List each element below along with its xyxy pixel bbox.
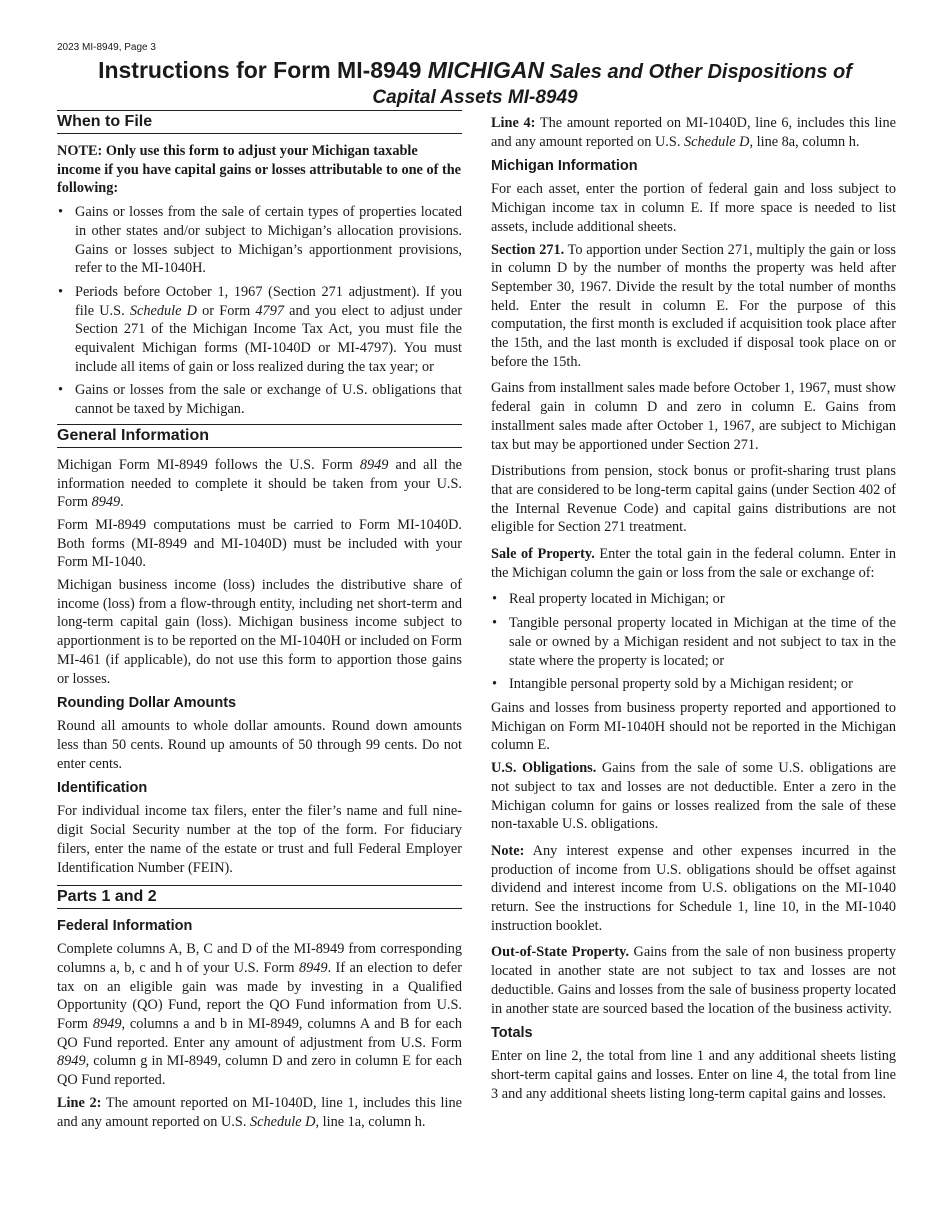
general-info-p1: Michigan Form MI-8949 follows the U.S. Form 8949 and all the information needed to complete it should be taken from your U.S. Form 8949.: [57, 456, 462, 511]
installment-text: Gains from installment sales made before October 1, 1967, must show federal gain in column D and zero in column E. Gains from installment sales made after October 1, 1967, are subject to Michigan tax but may be apportioned under Section 271.: [491, 380, 896, 453]
us-obligations-text: U.S. Obligations. Gains from the sale of some U.S. obligations are not subject to tax and losses are not deductible. Enter a zero in the Michigan column for gains or losses realized from the sale of these non-taxable U.S. obligations.: [491, 760, 896, 833]
when-to-file-list: [57, 203, 462, 419]
title-sub-2: Capital Assets MI-8949: [372, 87, 578, 108]
federal-info-heading: Federal Information: [57, 918, 193, 935]
page-header: 2023 MI-8949, Page 3: [57, 42, 156, 53]
list-item: • Real property located in Michigan; or: [491, 590, 896, 609]
line4-text: Line 4: The amount reported on MI-1040D, line 6, includes this line and any amount reported on U.S. Schedule D, line 8a, column h.: [491, 115, 896, 150]
section-271-text: Section 271. To apportion under Section 271, multiply the gain or loss in column D by the number of months the property was held after September 30, 1967. Divide the result by the total number of months held. Enter the result in column E. For the purpose of this computation, the first month is excluded if acquisition took place after the 15th, and the last month is excluded if disposal took place on or before the 15th.: [491, 241, 896, 370]
sale-of-property-text: Sale of Property. Enter the total gain in the federal column. Enter in the Michigan column the gain or loss from the sale or exchange of:: [491, 546, 896, 581]
list-item: • Gains or losses from the sale of certain types of properties located in other states and/or subject to Michigan’s allocation provisions. Gains or losses subject to Michigan’s apportionment provisions, refer to the MI-1040H.: [57, 203, 462, 278]
list-item: • Gains or losses from the sale or exchange of U.S. obligations that cannot be taxed by Michigan.: [57, 381, 462, 418]
michigan-info-heading: Michigan Information: [491, 158, 638, 175]
title-sub-1: Sales and Other Dispositions of: [544, 61, 852, 83]
list-item: • Intangible personal property sold by a Michigan resident; or: [491, 675, 896, 694]
rounding-text: Round all amounts to whole dollar amounts. Round down amounts less than 50 cents. Round up amounts of 50 through 99 cents. Do not enter cents.: [57, 718, 462, 772]
federal-info-text: Complete columns A, B, C and D of the MI-8949 from corresponding columns a, b, c and h of your U.S. Form 8949. If an election to defer tax on an eligible gain was made by investing in a Qualified Opportunity (QO) Fund, report the QO Fund information from U.S. Form 8949, columns a and b in MI-8949, columns A and B for each QO Fund reported. Enter any amount of adjustment from U.S. Form 8949, column g in MI-8949, column D and zero in column E for each QO Fund reported.: [57, 941, 462, 1089]
line2-text: Line 2: The amount reported on MI-1040D, line 1, includes this line and any amount reported on U.S. Schedule D, line 1a, column h.: [57, 1094, 462, 1130]
distributions-text: Distributions from pension, stock bonus or profit-sharing trust plans that are considered to be long-term capital gains (under Section 402 of the Internal Revenue Code) and capital gains distributions are not eligible for Section 271 treatment.: [491, 463, 896, 536]
list-item: • Periods before October 1, 1967 (Section 271 adjustment). If you file U.S. Schedule D or Form 4797 and you elect to adjust under Section 271 of the Michigan Income Tax Act, you must file the equivalent Michigan forms (MI-1040D or MI-4797). You must include all items of gain or loss realized during the tax year; or: [57, 283, 462, 377]
general-info-p3: Michigan business income (loss) includes the distributive share of income (loss) from a flow-through entity, including net short-term and long-term capital gain (loss). Michigan business income subject to apportionment is to be reported on the MI-1040H or included on Form MI-461 (if applicable), do not use this form to apportion those gains or losses.: [57, 577, 462, 687]
title-state: MICHIGAN: [427, 57, 545, 83]
rounding-heading: Rounding Dollar Amounts: [57, 695, 237, 712]
title-main: Instructions for Form MI-8949: [98, 57, 428, 83]
sale-of-property-list: [491, 590, 896, 694]
when-to-file-note: NOTE: Only use this form to adjust your Michigan taxable income if you have capital gains or losses attributable to one of the following:: [57, 143, 462, 197]
right-column: [491, 114, 896, 1107]
note-text: Note: Any interest expense and other expenses incurred in the production of income from U.S. obligations should be offset against dividend and interest income from U.S. obligations on the MI-1040 return. See the instructions for Schedule 1, line 10, in the MI-1040 instruction booklet.: [491, 842, 896, 934]
parts-heading: Parts 1 and 2: [57, 885, 462, 909]
page-title: [40, 57, 910, 110]
out-of-state-text: Out-of-State Property. Gains from the sale of non business property located in another state are not subject to tax and losses are not deductible. Gains and losses from the sale of business property located in another state are sourced based the location of the business activity.: [491, 944, 896, 1017]
when-to-file-heading: When to File: [57, 110, 462, 134]
list-item: • Tangible personal property located in Michigan at the time of the sale or owned by a Michigan resident and not subject to tax in the state where the property is located; or: [491, 614, 896, 670]
general-info-heading: General Information: [57, 424, 462, 448]
business-property-text: Gains and losses from business property reported and apportioned to Michigan on Form MI-1040H should not be reported in the Michigan column E.: [491, 699, 896, 754]
general-info-p2: Form MI-8949 computations must be carried to Form MI-1040D. Both forms (MI-8949 and MI-1040D) must be included with your Form MI-1040.: [57, 516, 462, 571]
identification-heading: Identification: [57, 780, 148, 797]
totals-heading: Totals: [491, 1025, 533, 1042]
identification-text: For individual income tax filers, enter the filer’s name and full nine-digit Social Security number at the top of the form. For fiduciary filers, enter the name of the estate or trust and full Federal Employer Identification Number (FEIN).: [57, 803, 462, 876]
totals-text: Enter on line 2, the total from line 1 and any additional sheets listing short-term capital gains and losses. Enter on line 4, the total from line 3 and any additional sheets listing long-term capital gains and losses.: [491, 1048, 896, 1102]
michigan-info-p1: For each asset, enter the portion of federal gain and loss subject to Michigan income tax in column E. If more space is needed to list assets, include additional sheets.: [491, 181, 896, 235]
left-column: [57, 110, 462, 1135]
